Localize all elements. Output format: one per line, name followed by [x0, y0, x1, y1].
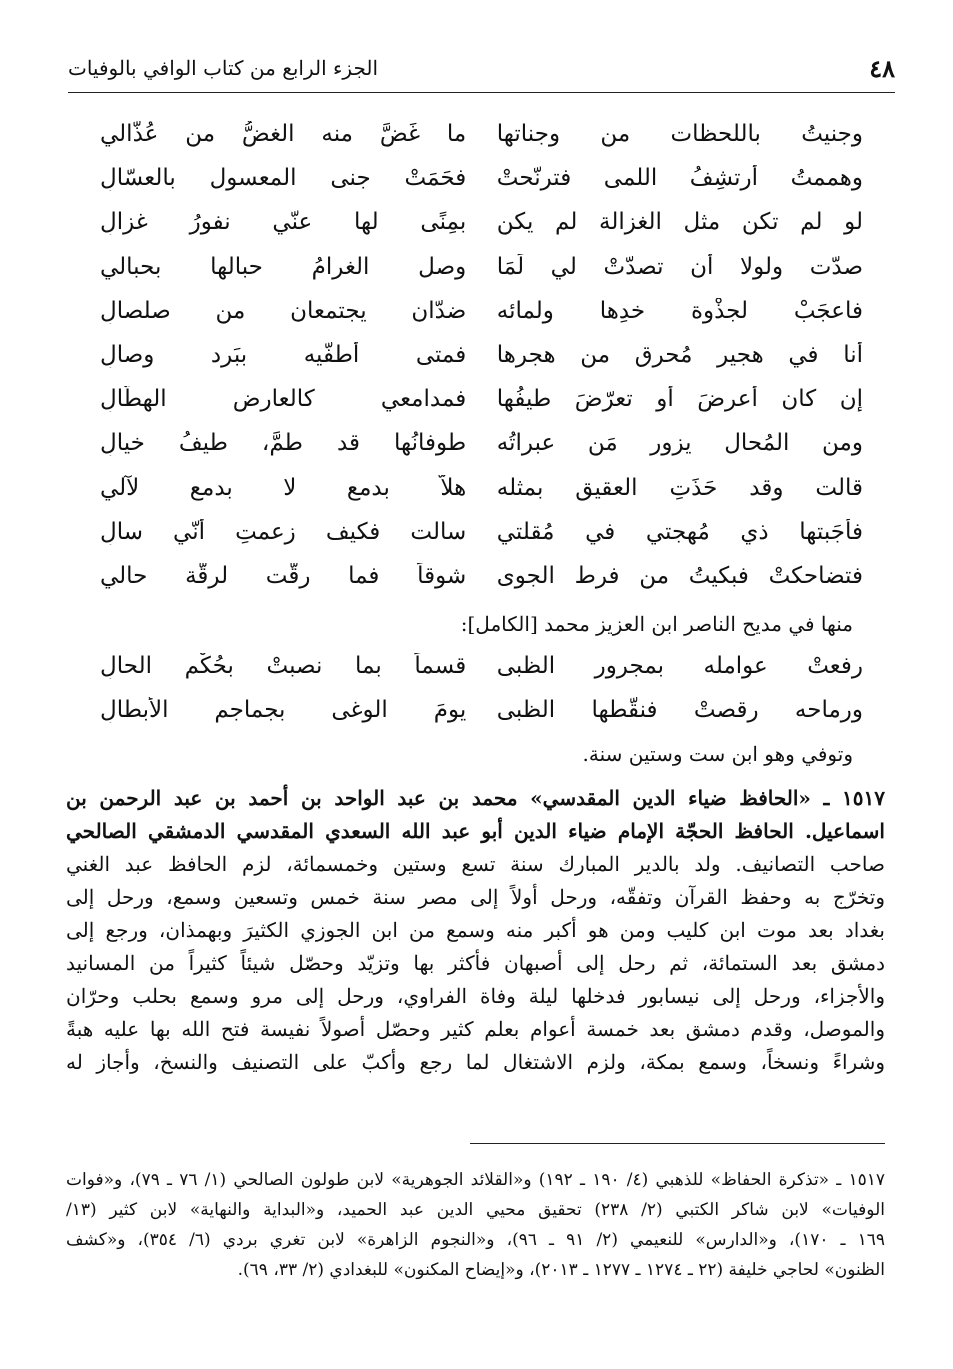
footnote-line: ١٦٩ ـ ١٧٠)، و«الدارس» للنعيمي (٢/ ٩١ ـ ٩٦)، و«النجوم الزاهرة» لابن تغري بردي (٦/ ٣٥٤)، و«كشف [66, 1230, 885, 1250]
poem-couplet [100, 156, 863, 200]
second-hemistich: بمِنًى لها عنّي نفورُ غزالِ [100, 209, 467, 236]
poem-couplet [100, 466, 863, 510]
first-hemistich: رفعتْ عوامله بمجرور الظبى [496, 653, 863, 680]
first-hemistich: أنا في هجير مُحرقٍ من هجرها [496, 342, 863, 369]
second-hemistich: وصل الغرامُ حبالها بحبالي [100, 253, 467, 280]
footnote-separator [470, 1143, 885, 1144]
second-hemistich: طوفانُها قد طمَّ، طيفُ خيالِ [100, 430, 467, 457]
poem-couplet [100, 554, 863, 598]
poem-couplet [100, 245, 863, 289]
poem-couplet [100, 377, 863, 421]
poem-couplet [100, 112, 863, 156]
biography-entry [66, 782, 885, 1079]
first-hemistich: صدّت ولولا أن تصدّتْ لي لَمَا [496, 253, 863, 280]
first-hemistich: فاعجَبْ لجذْوة خدِها ولمائه [496, 297, 863, 324]
footnote-line: الوفيات» لابن شاكر الكتبي (٢/ ٢٣٨) تحقيق محيي الدين عبد الحميد، و«البداية والنهاية» لابن كثير (١٣/ [66, 1200, 885, 1220]
first-hemistich: قالت وقد حَذَتِ العقيق بمثله [496, 474, 863, 501]
entry-heading-line: ١٥١٧ ـ «الحافظ ضياء الدين المقدسي» محمد بن عبد الواحد بن أحمد بن عبد الرحمن بن [66, 786, 885, 810]
poem-couplet [100, 421, 863, 465]
second-hemistich: سالت فكيف زعمتِ أنّي سالِ [100, 518, 467, 545]
poem-couplet [100, 644, 863, 688]
poem-couplet [100, 289, 863, 333]
first-hemistich: فأجَبتها ذي مُهجتي في مُقلتي [496, 518, 863, 545]
body-text-line: والموصل، وقدم دمشق بعد خمسة أعوام بعلم كثير وحصّل أصولاً نفيسة فتح الله بها عليه هبةً [66, 1017, 885, 1041]
poem-couplet [100, 688, 863, 732]
entry-heading-line: اسماعيل. الحافظ الحجّة الإمام ضياء الدين أبو عبد الله السعدي المقدسي الدمشقي الصالحي [66, 819, 885, 843]
poem-couplet [100, 200, 863, 244]
second-hemistich: فمدامعي كالعارض الهطّالِ [100, 386, 467, 413]
body-text-line: بغداد بعد موت ابن كليب ومن هو أكبر منه وسمع من ابن الجوزي الكثيرَ وبهمذان، ورجع إلى [66, 918, 885, 942]
second-hemistich: هلاّ بدمعٍ لا بدمعِ لآلي [100, 474, 467, 501]
first-hemistich: وهممتُ أرتشِفُ اللمى فترنّحتْ [496, 165, 863, 192]
body-text-line: صاحب التصانيف. ولد بالدير المبارك سنة تسع وستين وخمسمائة، لزم الحافظ عبد الغني [66, 852, 885, 876]
poem-couplet [100, 333, 863, 377]
poem-second-section [100, 644, 863, 732]
poem-intro-line: منها في مديح الناصر ابن العزيز محمد [الكامل]: [460, 612, 853, 636]
first-hemistich: إن كان أعرضَ أو تعرّضَ طيفُها [496, 386, 863, 413]
second-hemistich: قسماً بما نصبتْ بحُكْم الحالِ [100, 653, 467, 680]
second-hemistich: شوقاً فما رقّت لرقّة حالي [100, 562, 467, 589]
body-text-line: والأجزاء، ورحل إلى نيسابور فدخلها ليلة وفاة الفراوي، ورحل إلى مرو وسمع بحلب وحرّان [66, 984, 885, 1008]
footnotes [66, 1165, 885, 1285]
footnote-line: ١٥١٧ ـ «تذكرة الحفاظ» للذهبي (٤/ ١٩٠ ـ ١٩٢) و«القلائد الجوهرية» لابن طولون الصالحي (١/ ٧٦ ـ ٧٩)، و«فوات [66, 1170, 885, 1190]
first-hemistich: ومن المُحال يزور مَن عبراتُه [496, 430, 863, 457]
poem-first-section [100, 112, 863, 598]
body-text-line: وشراءً ونسخاً، وسمع بمكة، ولزم الاشتغال لما رجع وأكبّ على التصنيف والنسخ، وأجاز له [66, 1050, 885, 1074]
second-hemistich: يومَ الوغى بجماجم الأبطالِ [100, 697, 467, 724]
poem-couplet [100, 510, 863, 554]
second-hemistich: ضدّان يجتمعان من صلصالِ [100, 297, 467, 324]
body-text-line: وتخرّج به وحفظ القرآن وتفقّه، ورحل أولاً إلى مصر سنة خمس وتسعين وسمع، ورحل إلى [66, 885, 885, 909]
page-number: ٤٨ [869, 54, 895, 83]
second-hemistich: فحَمَتْ جنى المعسول بالعسّالِ [100, 165, 467, 192]
second-hemistich: فمتى أطفّيه ببَرد وصالِ [100, 342, 467, 369]
footnote-line: الظنون» لحاجي خليفة (٢٢ ـ ١٢٧٤ ـ ١٢٧٧ ـ ٢٠١٣)، و«إيضاح المكنون» للبغدادي (٢/ ٣٣، ٦٩). [237, 1260, 885, 1280]
first-hemistich: لو لم تكن مثل الغزالة لم يكن [496, 209, 863, 236]
body-text-line: دمشق بعد الستمائة، ثم رحل إلى أصبهان فأكثر بها وتزيّد وحصّل شيئاً كثيراً من المسانيد [66, 951, 885, 975]
running-title: الجزء الرابع من كتاب الوافي بالوفيات [68, 56, 379, 80]
second-hemistich: ما غَضَّ منه الغضُّ من عُذّالي [100, 121, 467, 148]
first-hemistich: وجنيتُ باللحظات من وجناتها [496, 121, 863, 148]
first-hemistich: فتضاحكتْ فبكيتُ من فرط الجوى [496, 562, 863, 589]
death-note: وتوفي وهو ابن ست وستين سنة. [582, 742, 853, 766]
page-header [68, 52, 895, 93]
first-hemistich: ورماحه رقصتْ فنقّطها الظبى [496, 697, 863, 724]
